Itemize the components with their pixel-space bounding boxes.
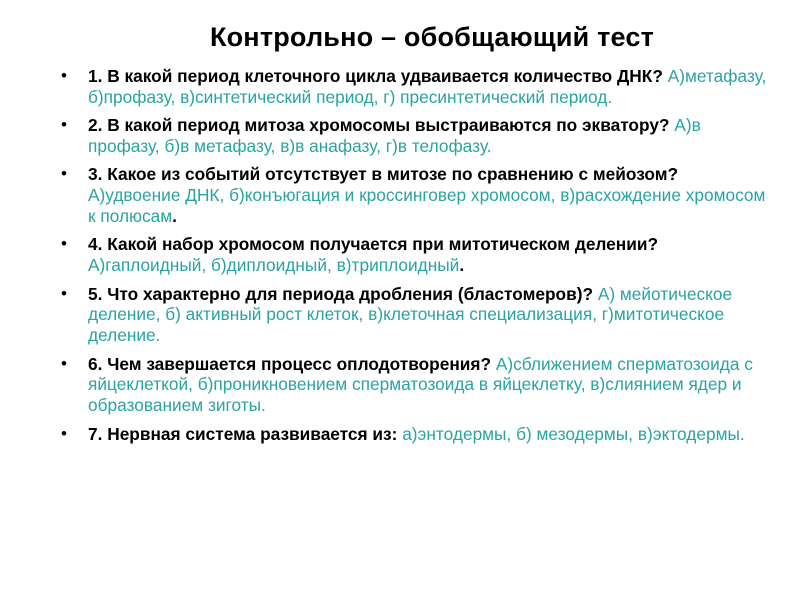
question-text: 1. В какой период клеточного цикла удваивается количество ДНК? <box>88 66 663 86</box>
answer-options: А)метафазу, б)профазу, в)синтетический период, г) пресинтетический период. <box>88 66 767 107</box>
answer-options: А)в профазу, б)в метафазу, в)в анафазу, г)в телофазу. <box>88 115 701 156</box>
question-item-7 <box>58 424 770 445</box>
bullet-dot-icon: • <box>61 283 67 303</box>
bullet-dot-icon: • <box>61 234 67 254</box>
bullet-dot-icon: • <box>61 164 67 184</box>
question-item-1 <box>58 66 770 108</box>
question-text: 7. Нервная система развивается из: <box>88 423 398 444</box>
question-item-5 <box>58 284 770 346</box>
answer-options: А)удвоение ДНК, б)конъюгация и кроссинговер хромосом, в)расхождение хромосом к полюсам <box>88 185 766 226</box>
question-item-4 <box>58 234 770 276</box>
answer-options: А)сближением сперматозоида с яйцеклеткой, б)проникновением сперматозоида в яйцеклетку, в)слиянием ядер и образованием зиготы. <box>88 353 753 416</box>
bullet-dot-icon: • <box>61 423 67 443</box>
question-text: 3. Какое из событий отсутствует в митозе по сравнению с мейозом? <box>88 164 679 185</box>
slide-title: Контрольно – обобщающий тест <box>209 22 655 52</box>
question-text: 5. Что характерно для периода дробления (бластомеров)? <box>88 283 594 304</box>
bullet-dot-icon: • <box>61 66 67 85</box>
question-text: 4. Какой набор хромосом получается при митотическом делении? <box>88 234 659 255</box>
question-item-2 <box>58 115 770 157</box>
bullet-dot-icon: • <box>61 353 67 373</box>
question-text: 6. Чем завершается процесс оплодотворения? <box>88 353 492 374</box>
answer-options: а)энтодермы, б) мезодермы, в)эктодермы. <box>397 423 745 444</box>
question-end-mark: . <box>172 205 177 226</box>
question-item-3 <box>58 164 770 226</box>
question-text: 2. В какой период митоза хромосомы выстраиваются по экватору? <box>88 115 670 136</box>
question-list <box>58 66 770 452</box>
answer-options: А)гаплоидный, б)диплоидный, в)триплоидный <box>88 255 460 276</box>
answer-options: А) мейотическое деление, б) активный рост клеток, в)клеточная специализация, г)митотическое деление. <box>88 283 733 346</box>
question-end-mark: . <box>459 255 465 276</box>
question-item-6 <box>58 354 770 416</box>
bullet-dot-icon: • <box>61 115 67 135</box>
